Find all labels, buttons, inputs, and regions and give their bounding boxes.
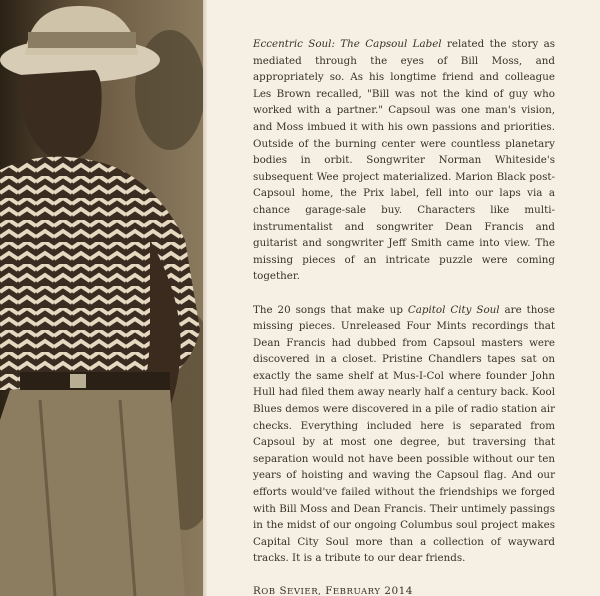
photo-illustration: [0, 0, 203, 596]
paragraph-2: [253, 302, 555, 568]
signature-text: ROB SEVIER, FEBRUARY 2014: [253, 585, 413, 596]
essay-text: [253, 36, 555, 596]
paragraph-2-lead: The 20 songs that make up: [253, 303, 408, 316]
album-title-capitol-city-soul: Capitol City Soul: [407, 303, 500, 316]
paragraph-2-text: are those missing pieces. Unreleased Four Mints recordings that Dean Francis had dubbed from Capsoul masters were discovered in a closet. Pristine Chandlers tapes sat on exactly the same shelf at Mus-I-Col where founder John Hull had filed them away nearly half a century back. Kool Blues demos were discovered in a pile of radio station air checks. Everything included here is separated from Capsoul by at most one degree, but traversing that separation would not have been possible without our ten years of hoisting and waving the Capsoul flag. And our efforts would've failed without the friendships we forged with Bill Moss and Dean Francis. Their untimely passings in the midst of our ongoing Columbus soul project makes Capital City Soul more than a collection of wayward tracks. It is a tribute to our dear friends.: [253, 303, 555, 565]
paragraph-1: [253, 36, 555, 285]
paragraph-1-text: related the story as mediated through the eyes of Bill Moss, and appropriately so. As his longtime friend and colleague Les Brown recalled, "Bill was not the kind of guy who worked with a partner." Capsoul was one man's vision, and Moss imbued it with his own passions and priorities. Outside of the burning center were countless planetary bodies in orbit. Songwriter Norman Whiteside's subsequent Wee project materialized. Marion Black post-Capsoul home, the Prix label, fell into our laps via a chance garage-sale buy. Characters like multi-instrumentalist and songwriter Dean Francis and guitarist and songwriter Jeff Smith came into view. The missing pieces of an intricate puzzle were coming together.: [253, 38, 555, 283]
portrait-photo: [0, 0, 203, 596]
author-signature: [253, 583, 555, 596]
page-spine-divider: [203, 0, 207, 596]
album-title-capsoul: Eccentric Soul: The Capsoul Label: [253, 38, 442, 50]
